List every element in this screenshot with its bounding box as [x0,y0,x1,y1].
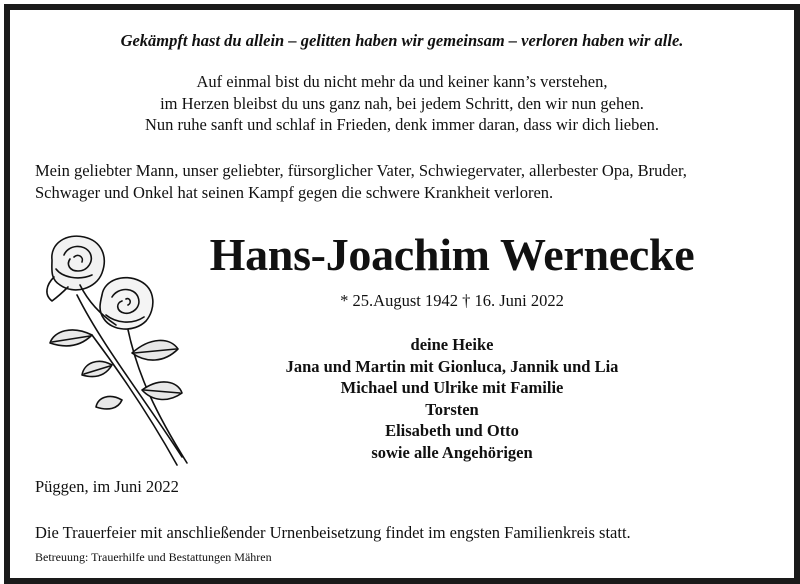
life-dates: * 25.August 1942 † 16. Juni 2022 [340,291,564,310]
funeral-note: Die Trauerfeier mit anschließender Urnenbeisetzung findet im engsten Familienkreis statt. [35,523,631,542]
intro-text [35,160,784,203]
poem-line: Nun ruhe sanft und schlaf in Frieden, denk immer daran, dass wir dich lieben. [144,115,660,134]
mourners-list [110,334,794,463]
care-note: Betreuung: Trauerhilfe und Bestattungen Mähren [35,550,272,564]
mourner-line: Torsten [425,399,479,419]
mourner-line: sowie alle Angehörigen [371,442,533,462]
intro-line: Mein geliebter Mann, unser geliebter, fürsorglicher Vater, Schwiegervater, allerbester Opa, Bruder, [35,161,687,180]
place-date: Püggen, im Juni 2022 [35,477,179,496]
mourner-line: Jana und Martin mit Gionluca, Jannik und Lia [285,356,619,376]
poem-line: im Herzen bleibst du uns ganz nah, bei jedem Schritt, den wir nun gehen. [160,93,644,113]
deceased-name: Hans-Joachim Wernecke [209,229,695,280]
mourner-line: deine Heike [410,335,494,354]
poem-line: Auf einmal bist du nicht mehr da und keiner kann’s verstehen, [196,72,608,91]
obituary-frame [4,4,800,584]
poem [10,71,794,136]
intro-line: Schwager und Onkel hat seinen Kampf gegen die schwere Krankheit verloren. [35,182,554,202]
mourner-line: Elisabeth und Otto [385,421,519,440]
mourner-line: Michael und Ulrike mit Familie [340,378,564,397]
motto: Gekämpft hast du allein – gelitten haben wir gemeinsam – verloren haben wir alle. [120,31,684,50]
